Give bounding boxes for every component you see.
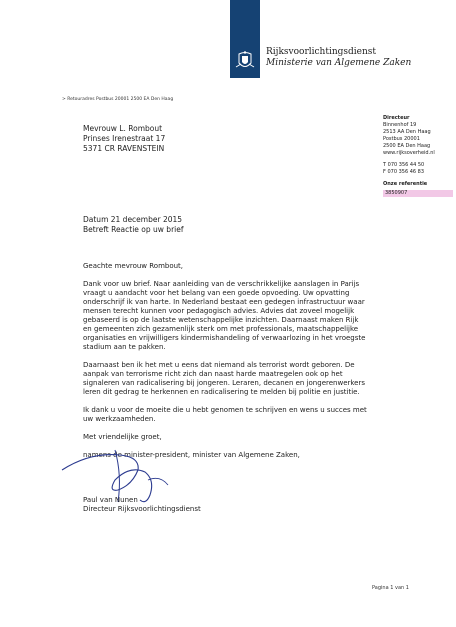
reference-value: 3850907 <box>383 190 453 197</box>
page-number: Pagina 1 van 1 <box>372 585 409 591</box>
on-behalf-line: namens de minister-president, minister van Algemene Zaken, <box>83 451 300 459</box>
letter-date: Datum 21 december 2015 <box>83 215 183 224</box>
sidebar-address-line: Postbus 20001 <box>383 136 420 142</box>
reference-label: Onze referentie <box>383 181 428 187</box>
organization-name <box>266 47 411 69</box>
paragraph: Ik dank u voor de moeite die u hebt genomen te schrijven en wens u succes met uw werkzaamheden. <box>83 406 367 423</box>
letter-meta <box>83 215 184 235</box>
signer-name: Paul van Nunen <box>83 496 138 504</box>
sidebar-address-line: 2500 EA Den Haag <box>383 143 431 149</box>
signer-title: Directeur Rijksvoorlichtingsdienst <box>83 505 201 513</box>
recipient-city: 5371 CR RAVENSTEIN <box>83 144 165 153</box>
ministry-name: Ministerie van Algemene Zaken <box>266 58 412 68</box>
signer-block <box>83 496 201 514</box>
salutation: Geachte mevrouw Rombout, <box>83 262 184 270</box>
sender-sidebar <box>383 115 453 197</box>
recipient-street: Prinses Irenestraat 17 <box>83 134 166 143</box>
closing: Met vriendelijke groet, <box>83 433 162 441</box>
paragraph: Daarnaast ben ik het met u eens dat niemand als terrorist wordt geboren. De aanpak van terrorisme richt zich dan naast harde maatregelen ook op het signaleren van radicalisering bij jongeren. Leraren, decanen en jongerenwerkers leren dit gedrag te herkennen en radicalisering te melden bij politie en justitie. <box>83 361 366 396</box>
sidebar-address-line: 2513 AA Den Haag <box>383 129 431 135</box>
paragraph: Dank voor uw brief. Naar aanleiding van de verschrikkelijke aanslagen in Parijs vraagt u aandacht voor het belang van een goede opvoeding. Uw opvatting onderschrijf ik van harte. In Nederland bestaat een gedegen infrastructuur waar mensen terecht kunnen voor pedagogisch advies. Advies dat zoveel mogelijk gebaseerd is op de laatste wetenschappelijke inzichten. Daarnaast maken Rijk en gemeenten zich gezamenlijk sterk om met professionals, maatschappelijke organisaties en vrijwilligers kindermishandeling of verwaarlozing in het vroegste stadium aan te pakken. <box>83 280 366 351</box>
sidebar-fax: F 070 356 46 83 <box>383 169 425 175</box>
letter-subject: Betreft Reactie op uw brief <box>83 225 184 234</box>
sidebar-website: www.rijksoverheid.nl <box>383 150 435 156</box>
recipient-name: Mevrouw L. Rombout <box>83 124 163 133</box>
sidebar-address-line: Binnenhof 19 <box>383 122 417 128</box>
crest-icon <box>235 50 255 72</box>
sidebar-heading: Directeur <box>383 115 410 121</box>
recipient-address <box>83 124 165 154</box>
return-address: > Retouradres Postbus 20001 2500 EA Den Haag <box>62 97 174 102</box>
org-title: Rijksvoorlichtingsdienst <box>266 47 377 57</box>
sidebar-phone: T 070 356 44 50 <box>383 162 425 168</box>
